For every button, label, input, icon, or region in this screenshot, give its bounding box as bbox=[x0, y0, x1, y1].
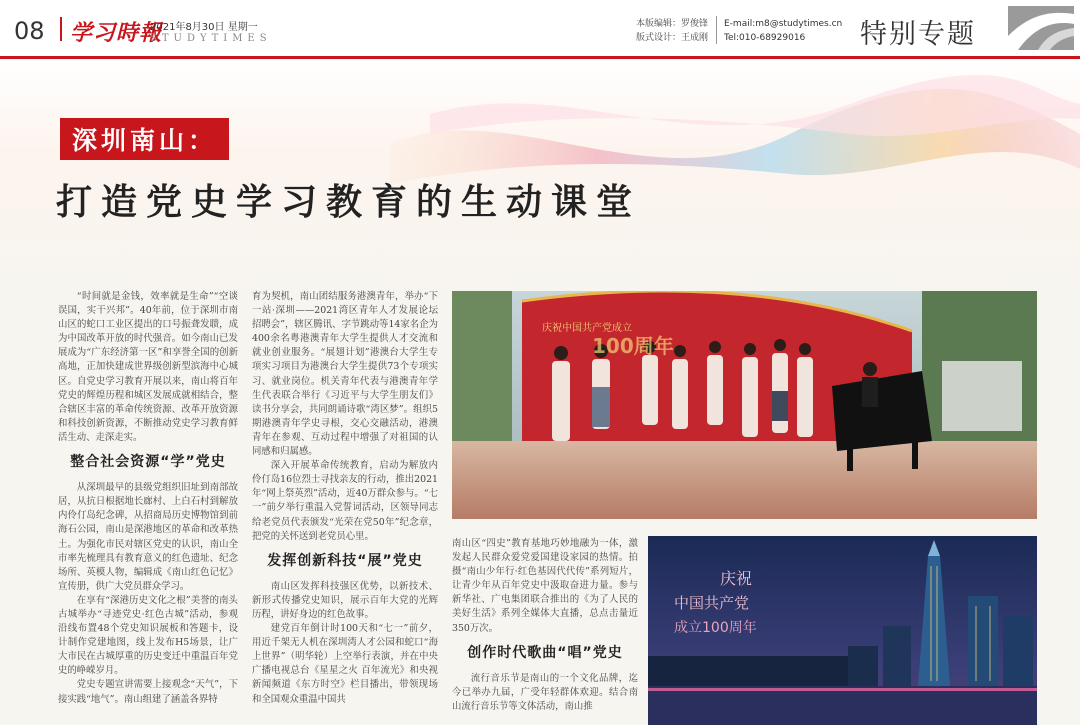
choir-performance-photo bbox=[452, 291, 1037, 519]
newspaper-name-en: STUDYTIMES bbox=[150, 33, 272, 44]
body-paragraph: 育为契机，南山团结服务港澳青年，举办“下一站·深圳——2021湾区青年人才发展论坛招聘会”，辖区腾讯、字节跳动等14家名企为400余名粤港澳青年大学生提供人才交流和就业创业服务。“展翅计划”港澳台大学生专项实习项目为港澳台大学生提供73个专项实习、就业岗位。机关青年代表与港澳青年学生代表联合举行《习近平与大学生朋友们》读书分享会，共同朗诵诗歌“湾区梦”。组织5期港澳青年学史寻根，交心交融活动，港澳青年在参观、互动过程中增强了对祖国的认同感和归属感。 bbox=[252, 291, 438, 458]
skyline-text-line2: 中国共产党 bbox=[674, 594, 750, 612]
masthead bbox=[0, 0, 1080, 59]
newspaper-logo: 学习時報 bbox=[70, 20, 163, 46]
body-paragraph: 南山区发挥科技强区优势，以新技术、新形式传播党史知识，展示百年大党的光辉历程，讲好身边的红色故事。 bbox=[252, 580, 438, 620]
subheading-learn: 整合社会资源“学”党史 bbox=[70, 454, 226, 471]
intro-paragraph: “时间就是金钱，效率就是生命”“空谈误国，实干兴邦”。40年前，位于深圳市南山区的蛇口工业区提出的口号振聋发聩，成为中国改革开放的时代强音。如今南山已发展成为“广东经济第一区”和享誉全国的创新高地，正加快建成世界级创新型滨海中心城区。自党史学习教育开展以来，南山将百年党史的辉煌历程和城区发展成就相结合，整合辖区丰富的革命传统资源、改革开放资源和科技创新资源，不断推动党史学习教育鲜活生动、走深走实。 bbox=[58, 291, 238, 443]
article-column-3 bbox=[452, 537, 638, 714]
editor-line: 本版编辑：罗俊锋 bbox=[635, 19, 708, 29]
contact-tel: Tel:010-68929016 bbox=[724, 33, 806, 43]
article-column-2 bbox=[252, 290, 438, 707]
body-paragraph: 建党百年倒计时100天和“七一”前夕，用近千架无人机在深圳湾人才公园和蛇口“海上世界”（明华轮）上空举行表演，并在中央广播电视总台《星星之火 百年流光》和央视新闻频道《东方时空》栏目播出，带领现场和全国观众重温中国共 bbox=[252, 623, 438, 705]
photo-banner-text: 庆祝中国共产党成立 bbox=[542, 323, 632, 334]
issue-date: 2021年8月30日 星期一 bbox=[150, 22, 258, 33]
editor-credits bbox=[628, 17, 708, 45]
night-skyline-photo bbox=[648, 536, 1037, 725]
photo-banner-number: 100周年 bbox=[592, 334, 674, 358]
body-paragraph: 南山区“四史”教育基地巧妙地融为一体，激发起人民群众爱党爱国建设家园的热情。拍摄“南山少年行·红色基因代代传”系列短片，让青少年从百年党史中汲取奋进力量。参与新华社、广电集团联合推出的《为了人民的美好生活》系列全媒体大直播，总点击量近350万次。 bbox=[452, 538, 638, 634]
body-paragraph: 深入开展革命传统教育，启动为解放内伶仃岛16位烈士寻找亲友的行动，推出2021年“网上祭英烈”活动，近40万群众参与。“七一”前夕举行重温入党誓词活动，区领导同志给老党员代表颁发“光荣在党50年”纪念章，把党的关怀送到老党员心里。 bbox=[252, 460, 438, 542]
body-paragraph: 从深圳最早的县级党组织旧址到南部故居，从抗日根据地长廊村、上白石村到解放内伶仃岛纪念碑，从招商局历史博物馆到前海石公园，南山是深港地区的革命和改革热土。为强化市民对辖区党史的认识，南山全市率先梳理具有教育意义的红色遗址、纪念场所、英模人物，编辑成《南山红色记忆》宣传册，供广大党员群众学习。 bbox=[58, 482, 238, 592]
subheading-song: 创作时代歌曲“唱”党史 bbox=[467, 644, 623, 661]
section-swoosh-icon bbox=[1008, 6, 1074, 50]
hero-banner bbox=[0, 60, 1080, 290]
article-kicker: 深圳南山： bbox=[60, 118, 229, 160]
contact-info bbox=[724, 17, 842, 45]
masthead-divider bbox=[60, 17, 62, 41]
skyline-text-line3: 成立100周年 bbox=[674, 620, 757, 636]
contact-email: E-mail:m8@studytimes.cn bbox=[724, 19, 843, 29]
article-column-1 bbox=[58, 290, 238, 707]
contact-divider bbox=[716, 16, 717, 44]
subheading-tech: 发挥创新科技“展”党史 bbox=[267, 552, 423, 569]
article-headline: 打造党史学习教育的生动课堂 bbox=[56, 181, 642, 223]
body-paragraph: 党史专题宣讲需要上接观念“天气”，下接实践“地气”。南山组建了涵盖各界特 bbox=[58, 679, 238, 705]
body-paragraph: 流行音乐节是南山的一个文化品牌，迄今已举办九届，广受年轻群体欢迎。结合南山流行音乐节等文体活动，南山推 bbox=[452, 672, 638, 712]
skyline-text-line1: 庆祝 bbox=[720, 569, 753, 588]
skyline-scene-image bbox=[648, 536, 1037, 725]
page-number: 08 bbox=[14, 17, 45, 45]
section-title: 特别专题 bbox=[860, 19, 976, 50]
designer-line: 版式设计：王成刚 bbox=[635, 33, 708, 43]
choir-scene-image bbox=[452, 291, 1037, 519]
body-paragraph: 在享有“深港历史文化之根”美誉的南头古城举办“寻迹党史·红色古城”活动，参观沿线布置48个党史知识展板和答题卡，设计制作党建地图，线上发布H5场景，让广大市民在古城厚重的历史变迁中重温百年党史的峥嵘岁月。 bbox=[58, 594, 238, 677]
